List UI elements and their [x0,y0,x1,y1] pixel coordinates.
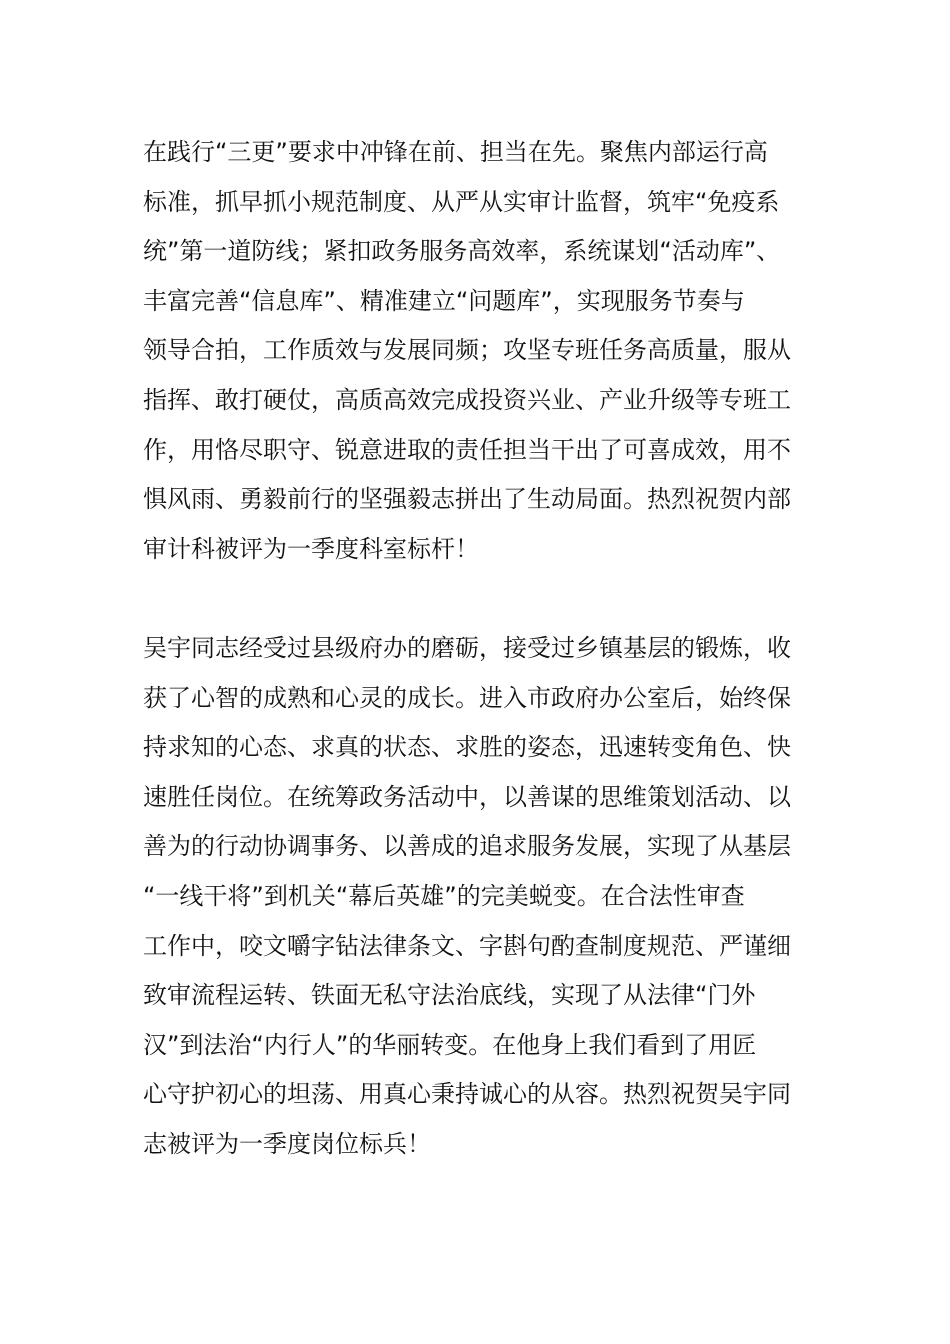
text-line: 汉”到法治“内行人”的华丽转变。在他身上我们看到了用匠 [143,1030,757,1059]
text-line: 惧风雨、勇毅前行的坚强毅志拼出了生动局面。热烈祝贺内部 [143,485,791,514]
text-line: 标准，抓早抓小规范制度、从严从实审计监督，筑牢“免疫系 [143,187,780,216]
text-line: 丰富完善“信息库”、精准建立“问题库”，实现服务节奏与 [143,286,745,315]
text-line: 持求知的心态、求真的状态、求胜的姿态，迅速转变角色、快 [143,733,791,762]
text-line: 获了心智的成熟和心灵的成长。进入市政府办公室后，始终保 [143,683,791,712]
paragraph-wu-yu [143,624,823,1170]
text-line: 领导合拍，工作质效与发展同频；攻坚专班任务高质量，服从 [143,336,791,365]
text-line: 善为的行动协调事务、以善成的追求服务发展，实现了从基层 [143,832,791,861]
text-line: 作，用恪尽职守、锐意进取的责任担当干出了可喜成效，用不 [143,435,791,464]
paragraph-internal-audit [143,128,823,574]
text-line: 工作中，咬文嚼字钻法律条文、字斟句酌查制度规范、严谨细 [143,931,791,960]
text-line: 致审流程运转、铁面无私守法治底线，实现了从法律“门外 [143,981,756,1010]
text-line: 统”第一道防线；紧扣政务服务高效率，系统谋划“活动库”、 [143,237,781,266]
text-line: 速胜任岗位。在统筹政务活动中，以善谋的思维策划活动、以 [143,782,791,811]
text-line: 吴宇同志经受过县级府办的磨砺，接受过乡镇基层的锻炼，收 [143,634,791,662]
text-line: 指挥、敢打硬仗，高质高效完成投资兴业、产业升级等专班工 [143,385,791,414]
text-line: 在践行“三更”要求中冲锋在前、担当在先。聚焦内部运行高 [143,138,768,166]
text-line: 心守护初心的坦荡、用真心秉持诚心的从容。热烈祝贺吴宇同 [143,1080,791,1109]
text-line: “一线干将”到机关“幕后英雄”的完美蜕变。在合法性审查 [143,881,745,910]
text-line: 审计科被评为一季度科室标杆！ [143,534,479,563]
text-line: 志被评为一季度岗位标兵！ [143,1129,431,1158]
